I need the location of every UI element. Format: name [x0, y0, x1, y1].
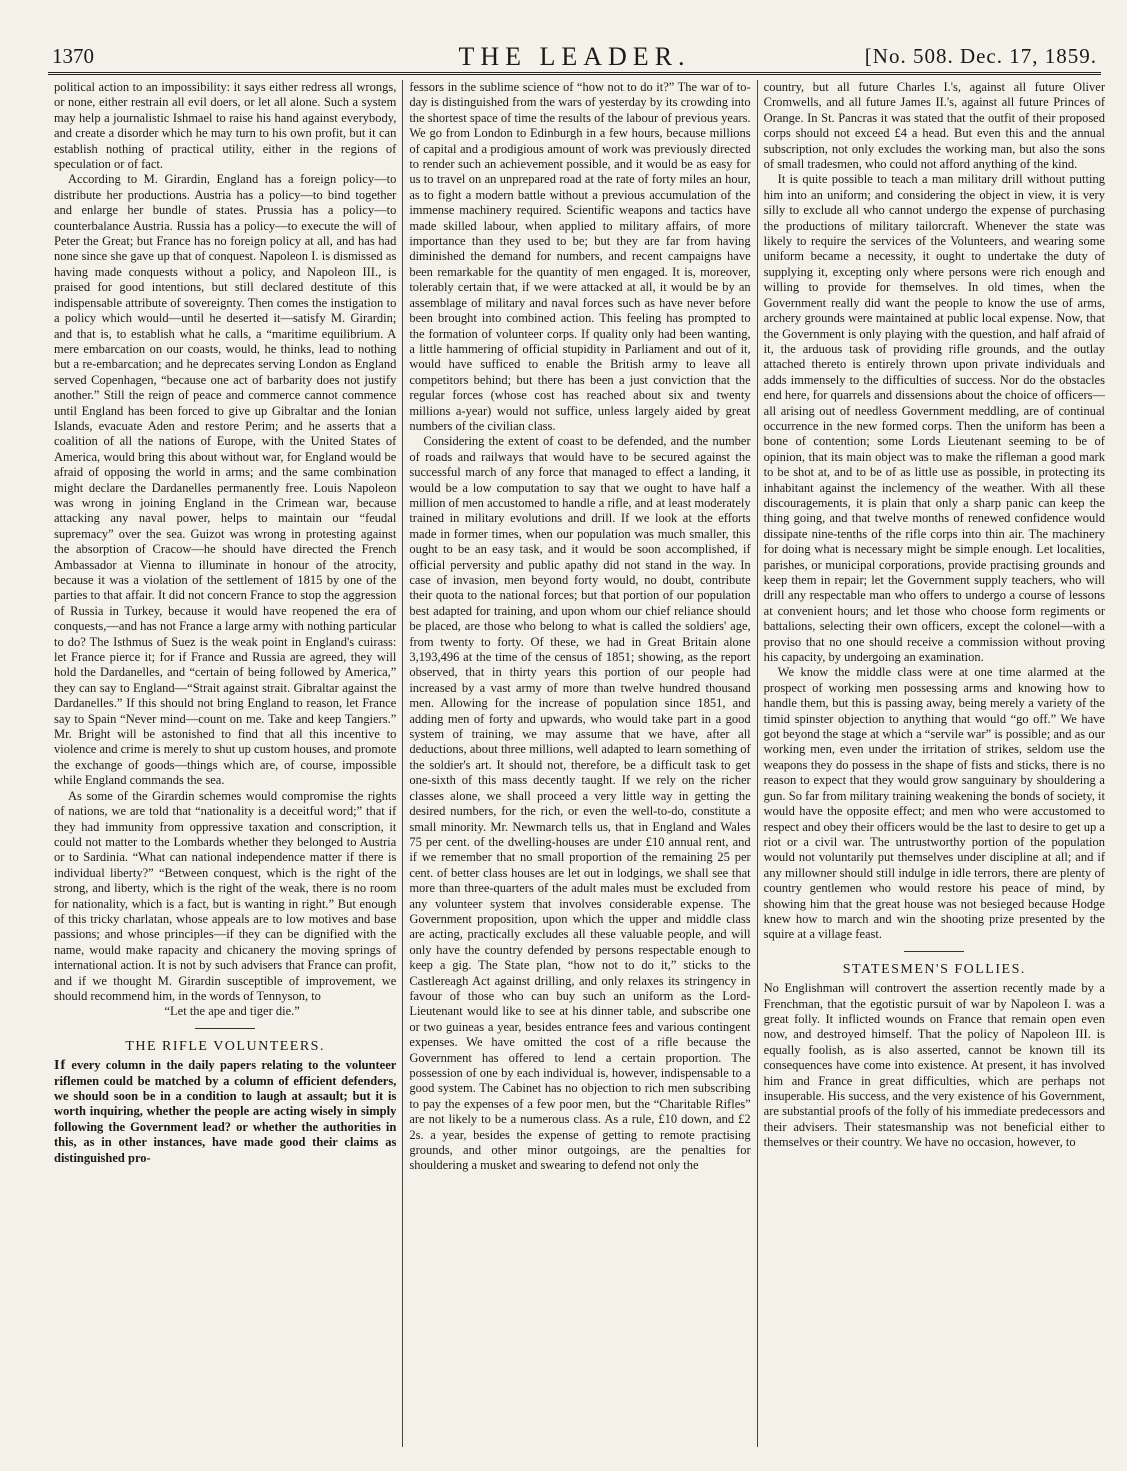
paragraph: political action to an impossibility: it says either redress all wrongs, or none, either restrain all evil doers, or let all alone. Such a system may help a journalistic Ishmael to raise his hand against everybody, and create a disorder which he may turn to his own profit, but it can establish nothing of practical utility, either in the regions of speculation or of fact. [54, 80, 397, 172]
newspaper-title: THE LEADER. [458, 42, 691, 71]
paragraph: Considering the extent of coast to be defended, and the number of roads and railways that would have to be secured against the successful march of any force that managed to effect a landing, it would be a low computation to say that we ought to have half a million of men accustomed to handle a rifle, and at least moderately trained in military evolutions and drill. If we look at the efforts made in former times, when our population was much smaller, this ought to be an easy task, and it would be soon accomplished, if official perversity and public apathy did not stand in the way. In case of invasion, men beyond forty would, no doubt, contribute their quota to the national forces; but that portion of our population best adapted for training, and upon whom our chief reliance should be placed, are those who belong to what is called the soldiers' age, from twenty to forty. Of these, we had in Great Britain alone 3,193,496 at the time of the census of 1851; showing, as the report observed, that in thirty years this portion of our people had increased by a vast army of more than twelve hundred thousand men. Allowing for the increase of population since 1851, and adding men of forty and upwards, who would take part in a good system of training, we may assume that we have, after all deductions, about three millions, well adapted to learn something of the soldier's art. It should not, therefore, be a difficult task to get one-sixth of this mass decently taught. If we rely on the richer classes alone, we shall proceed a very little way in getting the desired numbers, for the rich, or even the well-to-do, constitute a small minority. Mr. Newmarch tells us, that in England and Wales 75 per cent. of the dwelling-houses are under £10 annual rent, and if we remember that no small proportion of the remaining 25 per cent. of better class houses are let out in lodgings, we shall see that more than three-quarters of the adult males must be excluded from any volunteer system that involves considerable expense. The Government proposition, upon which the upper and middle class are acting, practically excludes all these valuable people, and will only have the country defended by persons respectable enough to keep a gig. The State plan, “how not to do it,” sticks to the Castlereagh Act against drilling, and only relaxes its stringency in favour of those who can buy such an uniform as the Lord-Lieutenant would like to see at his dinner table, and subscribe one or two guineas a year, besides entrance fees and various contingent expenses. We have omitted the cost of a rifle because the Government has offered to lend a certain proportion. The possession of one by each individual is, however, indispensable to a good system. The Cabinet has no objection to rich men subscribing to pay the expenses of a few poor men, but the “Charitable Rifles” are not likely to be a numerous class. As a rule, £10 down, and £2 2s. a year, besides the expense of getting to remote practising grounds, and other minor outgoings, are the penalties for shouldering a musket and swearing to defend not only the [409, 434, 751, 1173]
paragraph [54, 1058, 396, 1166]
paragraph: No Englishman will controvert the assertion recently made by a Frenchman, that the egotistic pursuit of war by Napoleon I. was a great folly. It inflicted wounds on France that remain open even now, and destroyed himself. That the policy of Napoleon III. is equally foolish, as is also asserted, cannot be known till its consequences have come into existence. At present, it has involved him and France in great difficulties, which are perhaps not insuperable. His success, and the very existence of his Government, are substantial proofs of the folly of his immediate predecessors and their advisers. Their statesmanship was not beneficial either to themselves or their country. We have no occasion, however, to [763, 981, 1105, 1150]
paragraph: According to M. Girardin, England has a foreign policy—to distribute her productions. Austria has a policy—to bind together and enlarge her bundle of states. Prussia has a policy—to counterbalance Austria. Russia has a policy—to execute the will of Peter the Great; but France has no foreign policy at all, and has had none since she gave up that of conquest. Napoleon I. is dismissed as having made conquests without a policy, and Napoleon III., is praised for good intentions, but still declared destitute of this indispensable attribute of sovereignty. Then comes the instigation to a policy which would—until he deserted it—satisfy M. Girardin; and that is, to establish what he calls, a “maritime equilibrium. A mere embarcation on our coasts, would, he thinks, lead to nothing but a re-embarcation; and he deprecates serving London as England served Copenhagen, “because one act of barbarity does not justify another.” Still the reign of peace and commerce cannot commence until England has been forced to give up Gibraltar and the Ionian Islands, evacuate Aden and restore Perim; and he asserts that a coalition of all the nations of Europe, with the United States of America, would bring this about without war, for England would be afraid of opposing the world in arms; and the same combination might declare the Dardanelles permanently free. Louis Napoleon was wrong in joining England in the Crimean war, because attacking any naval power, helps to maintain our “feudal supremacy” over the sea. Guizot was wrong in protesting against the absorption of Cracow—he should have directed the French Ambassador at Vienna to illuminate in honour of the atrocity, because it was a violation of the settlement of 1815 by one of the parties to that affair. It did not concern France to stop the aggression of Russia in Turkey, because it would have reopened the era of conquests,—and has not France a large army with nothing particular to do? The Isthmus of Suez is the weak point in England's cuirass: let France pierce it; for if France and Russia are agreed, they will hold the Dardanelles, and “certain of being followed by America,” they can say to England—“Strait against strait. Gibraltar against the Dardanelles.” If this should not bring England to reason, let France say to Spain “Never mind—count on me. Take and keep Tangiers.” Mr. Bright will be astonished to find that all this incentive to violence and crime is merely to shut up custom houses, and promote the exchange of goods—things which are, of course, impossible while England commands the sea. [54, 172, 397, 788]
paragraph: country, but all future Charles I.'s, against all future Oliver Cromwells, and all future James II.'s, against all future Princes of Orange. In St. Pancras it was stated that the outfit of their proposed corps should not exceed £4 a head. But even this and the annual subscription, not only excludes the working man, but also the sons of small tradesmen, who could not afford anything of the kind. [763, 80, 1105, 172]
paragraph: We know the middle class were at one time alarmed at the prospect of working men possessing arms and knowing how to handle them, but this is passing away, being merely a variety of the timid spinster objection to anything that would “go off.” We have got beyond the stage at which a “servile war” is possible; and as our working men, even under the irritation of strikes, seldom use the weapons they do possess in the shape of fists and sticks, there is no reason to expect that they would grow sanguinary by shouldering a gun. So far from military training weakening the bonds of society, it would have the opposite effect; and men who were accustomed to respect and obey their officers would be the last to desire to get up a riot or a civil war. The untrustworthy portion of the population would not voluntarily put themselves under discipline at all; and if any millowner should still indulge in idle terrors, there are plenty of country gentlemen who would restore his peace of mind, by showing him that the great house was not besieged because Hodge knew how to march and win the shooting prize presented by the squire at a village feast. [763, 665, 1105, 942]
quotation: “Let the ape and tiger die.” [164, 1004, 300, 1019]
paragraph: It is quite possible to teach a man military drill without putting him into an uniform; and considering the object in view, it is very silly to exclude all who cannot undergo the expense of purchasing the productions of military tailorcraft. Whenever the state was likely to require the services of the Volunteers, and wearing some uniform became a necessity, it ought to undertake the duty of supplying it, excepting only where persons were rich enough and willing to provide for themselves. In old times, when the Government really did want the people to know the use of arms, archery grounds were maintained at public local expense. Now, that the Government is only playing with the question, and half afraid of it, the arduous task of providing rifle grounds, and the outlay attached thereto is entirely thrown upon private individuals and adds immensely to the difficulties of success. Nor do the obstacles end here, for quarrels and dissensions about the choice of officers—all arising out of needless Government meddling, are of continual occurrence in the new formed corps. Then the uniform has been a bone of contention; some Lords Lieutenant seeming to be of opinion, that its main object was to make the rifleman a good mark to be shot at, and to be of as little use as possible, in protecting its inhabitant against the inclemency of the weather. With all these discouragements, it is plain that only a sharp panic can keep the thing going, and that twelve months of renewed confidence would dissipate nine-tenths of the rifle corps into thin air. The machinery for doing what is necessary might be simple enough. Let localities, parishes, or municipal corporations, provide practising grounds and keep them in repair; let the Government supply teachers, who will drill any respectable man who offers to undergo a course of lessons at convenient hours; and let those who choose form regiments or battalions, selecting their own officers, except the colonel—with a proviso that no one should receive a commission without proving his capacity, by undergoing an examination. [763, 172, 1105, 665]
column-1 [48, 80, 402, 1447]
page-number: 1370 [52, 44, 94, 68]
column-3 [757, 80, 1111, 1447]
section-divider [195, 1028, 255, 1029]
section-heading: THE RIFLE VOLUNTEERS. [125, 1038, 325, 1054]
paragraph-text: every column in the daily papers relating to the volunteer riflemen could be matched by a column of efficient defenders, we should soon be in a condition to laugh at assault; but it is worth inquiring, whether the people are acting wisely in simply following the Government lead? or whether the authorities in this, as in other instances, have made good their claims as distinguished pro- [54, 1058, 397, 1165]
section-heading: STATESMEN'S FOLLIES. [842, 961, 1026, 977]
masthead [48, 42, 1101, 75]
section-divider [904, 951, 964, 952]
issue-info: [No. 508. Dec. 17, 1859. [864, 44, 1097, 68]
paragraph: fessors in the sublime science of “how not to do it?” The war of to-day is distinguished from the wars of yesterday by its crowding into the shortest space of time the results of the labour of previous years. We go from London to Edinburgh in a few hours, because millions of capital and a prodigious amount of work was previously directed to render such an achievement possible, and it would be as easy for us to travel on an unprepared road at the rate of forty miles an hour, as to fight a modern battle without a previous accumulation of the immense machinery required. Scientific weapons and tactics have made skilled labour, when applied to military affairs, of more importance than they used to be; but they are far from having diminished the demand for numbers, and recent campaigns have been remarkable for the quantity of men engaged. It is, moreover, tolerably certain that, if we were attacked at all, it would be by an assemblage of military and naval forces such as have never before been brought into combined action. This feeling has prompted to the formation of volunteer corps. If quality only had been wanting, a little hammering of official stupidity in Parliament and out of it, would have sufficed to enable the British army to leave all competitors behind; but there has been a just conviction that the regular forces (whose cost has reached about six and twenty millions a-year) would not suffice, unless largely aided by great numbers of the civilian class. [409, 80, 751, 433]
lead-word: If [54, 1058, 67, 1074]
article-columns [48, 80, 1111, 1447]
column-2 [402, 80, 756, 1447]
paragraph: As some of the Girardin schemes would compromise the rights of nations, we are told that “nationality is a deceitful word;” that if they had immunity from oppressive taxation and conscription, it could not matter to the Lombards whether they belonged to Austria or to Sardinia. “What can national independence matter if there is individual liberty?” “Between conquest, which is the right of the strong, and liberty, which is the right of the weak, there is no room for nationality, which is a fact, but is wanting in right.” But enough of this tricky charlatan, whose appeals are to low motives and base passions; and whose principles—if they can be dignified with the name, would make rapacity and chicanery the moving springs of international action. It is not by such advisers that France can profit, and if we thought M. Girardin susceptible of improvement, we should recommend him, in the words of Tennyson, to [54, 788, 397, 1003]
